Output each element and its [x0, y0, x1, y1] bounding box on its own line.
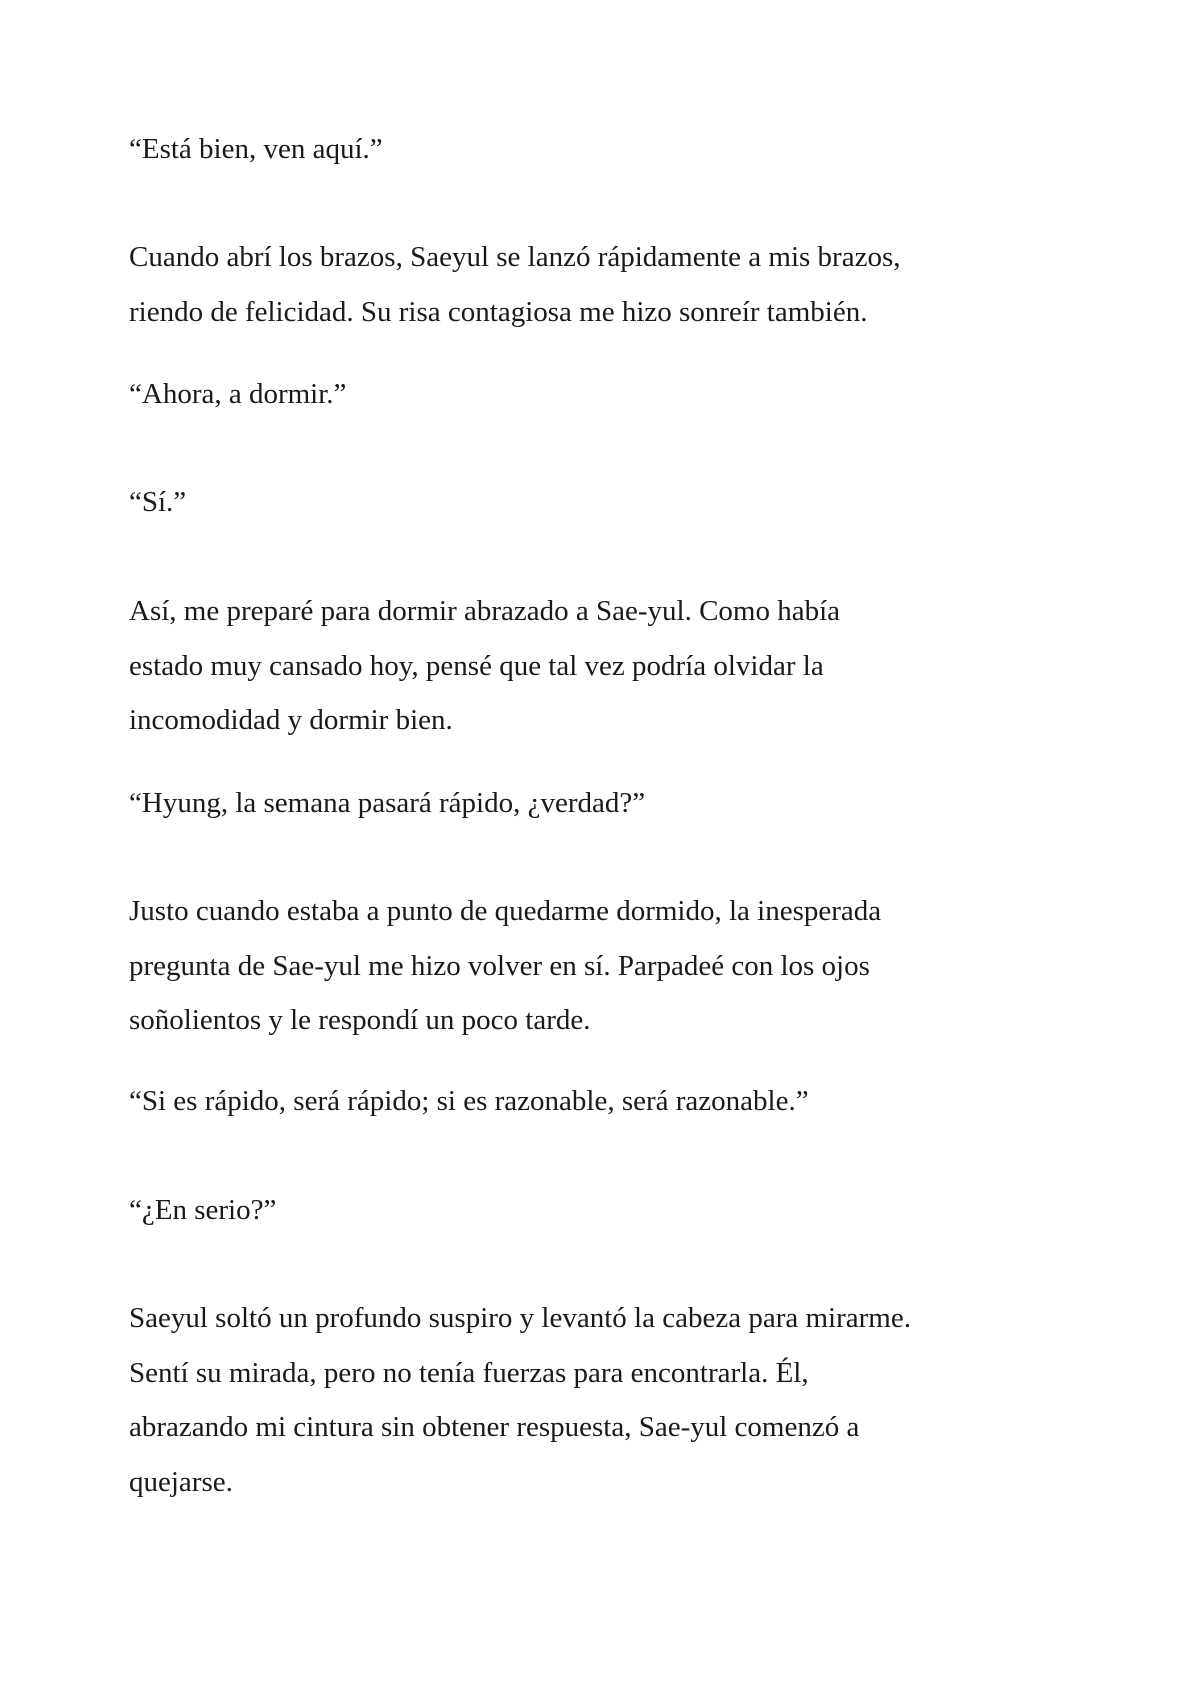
text-line: riendo de felicidad. Su risa contagiosa me hizo sonreír también.	[129, 295, 868, 328]
text-line: Sentí su mirada, pero no tenía fuerzas para encontrarla. Él,	[129, 1356, 809, 1389]
text-line: Justo cuando estaba a punto de quedarme dormido, la inesperada	[129, 895, 882, 927]
paragraph-dialogue	[129, 776, 645, 831]
paragraph-dialogue	[129, 1074, 809, 1129]
text-line: abrazando mi cintura sin obtener respuesta, Sae-yul comenzó a	[129, 1411, 860, 1443]
paragraph-narration	[129, 884, 881, 1048]
text-line: soñolientos y le respondí un poco tarde.	[129, 1004, 591, 1036]
text-line: estado muy cansado hoy, pensé que tal vez podría olvidar la	[129, 649, 824, 682]
text-line: “Hyung, la semana pasará rápido, ¿verdad?”	[129, 787, 646, 819]
text-line: “¿En serio?”	[129, 1194, 277, 1226]
paragraph-dialogue	[129, 367, 346, 422]
text-line: incomodidad y dormir bien.	[129, 704, 453, 736]
paragraph-dialogue	[129, 122, 383, 177]
paragraph-narration	[129, 1291, 911, 1509]
text-line: “Sí.”	[129, 486, 187, 518]
paragraph-narration	[129, 230, 901, 339]
text-line: Así, me preparé para dormir abrazado a Sae-yul. Como había	[129, 595, 841, 627]
text-line: “Está bien, ven aquí.”	[129, 133, 383, 165]
text-line: “Si es rápido, será rápido; si es razonable, será razonable.”	[129, 1085, 809, 1117]
text-line: pregunta de Sae-yul me hizo volver en sí. Parpadeé con los ojos	[129, 949, 870, 982]
text-line: quejarse.	[129, 1465, 233, 1498]
paragraph-narration	[129, 584, 840, 748]
text-line: Cuando abrí los brazos, Saeyul se lanzó rápidamente a mis brazos,	[129, 241, 901, 273]
paragraph-dialogue	[129, 475, 186, 530]
paragraph-dialogue	[129, 1183, 276, 1238]
text-line: “Ahora, a dormir.”	[129, 378, 347, 410]
text-line: Saeyul soltó un profundo suspiro y levantó la cabeza para mirarme.	[129, 1302, 911, 1334]
